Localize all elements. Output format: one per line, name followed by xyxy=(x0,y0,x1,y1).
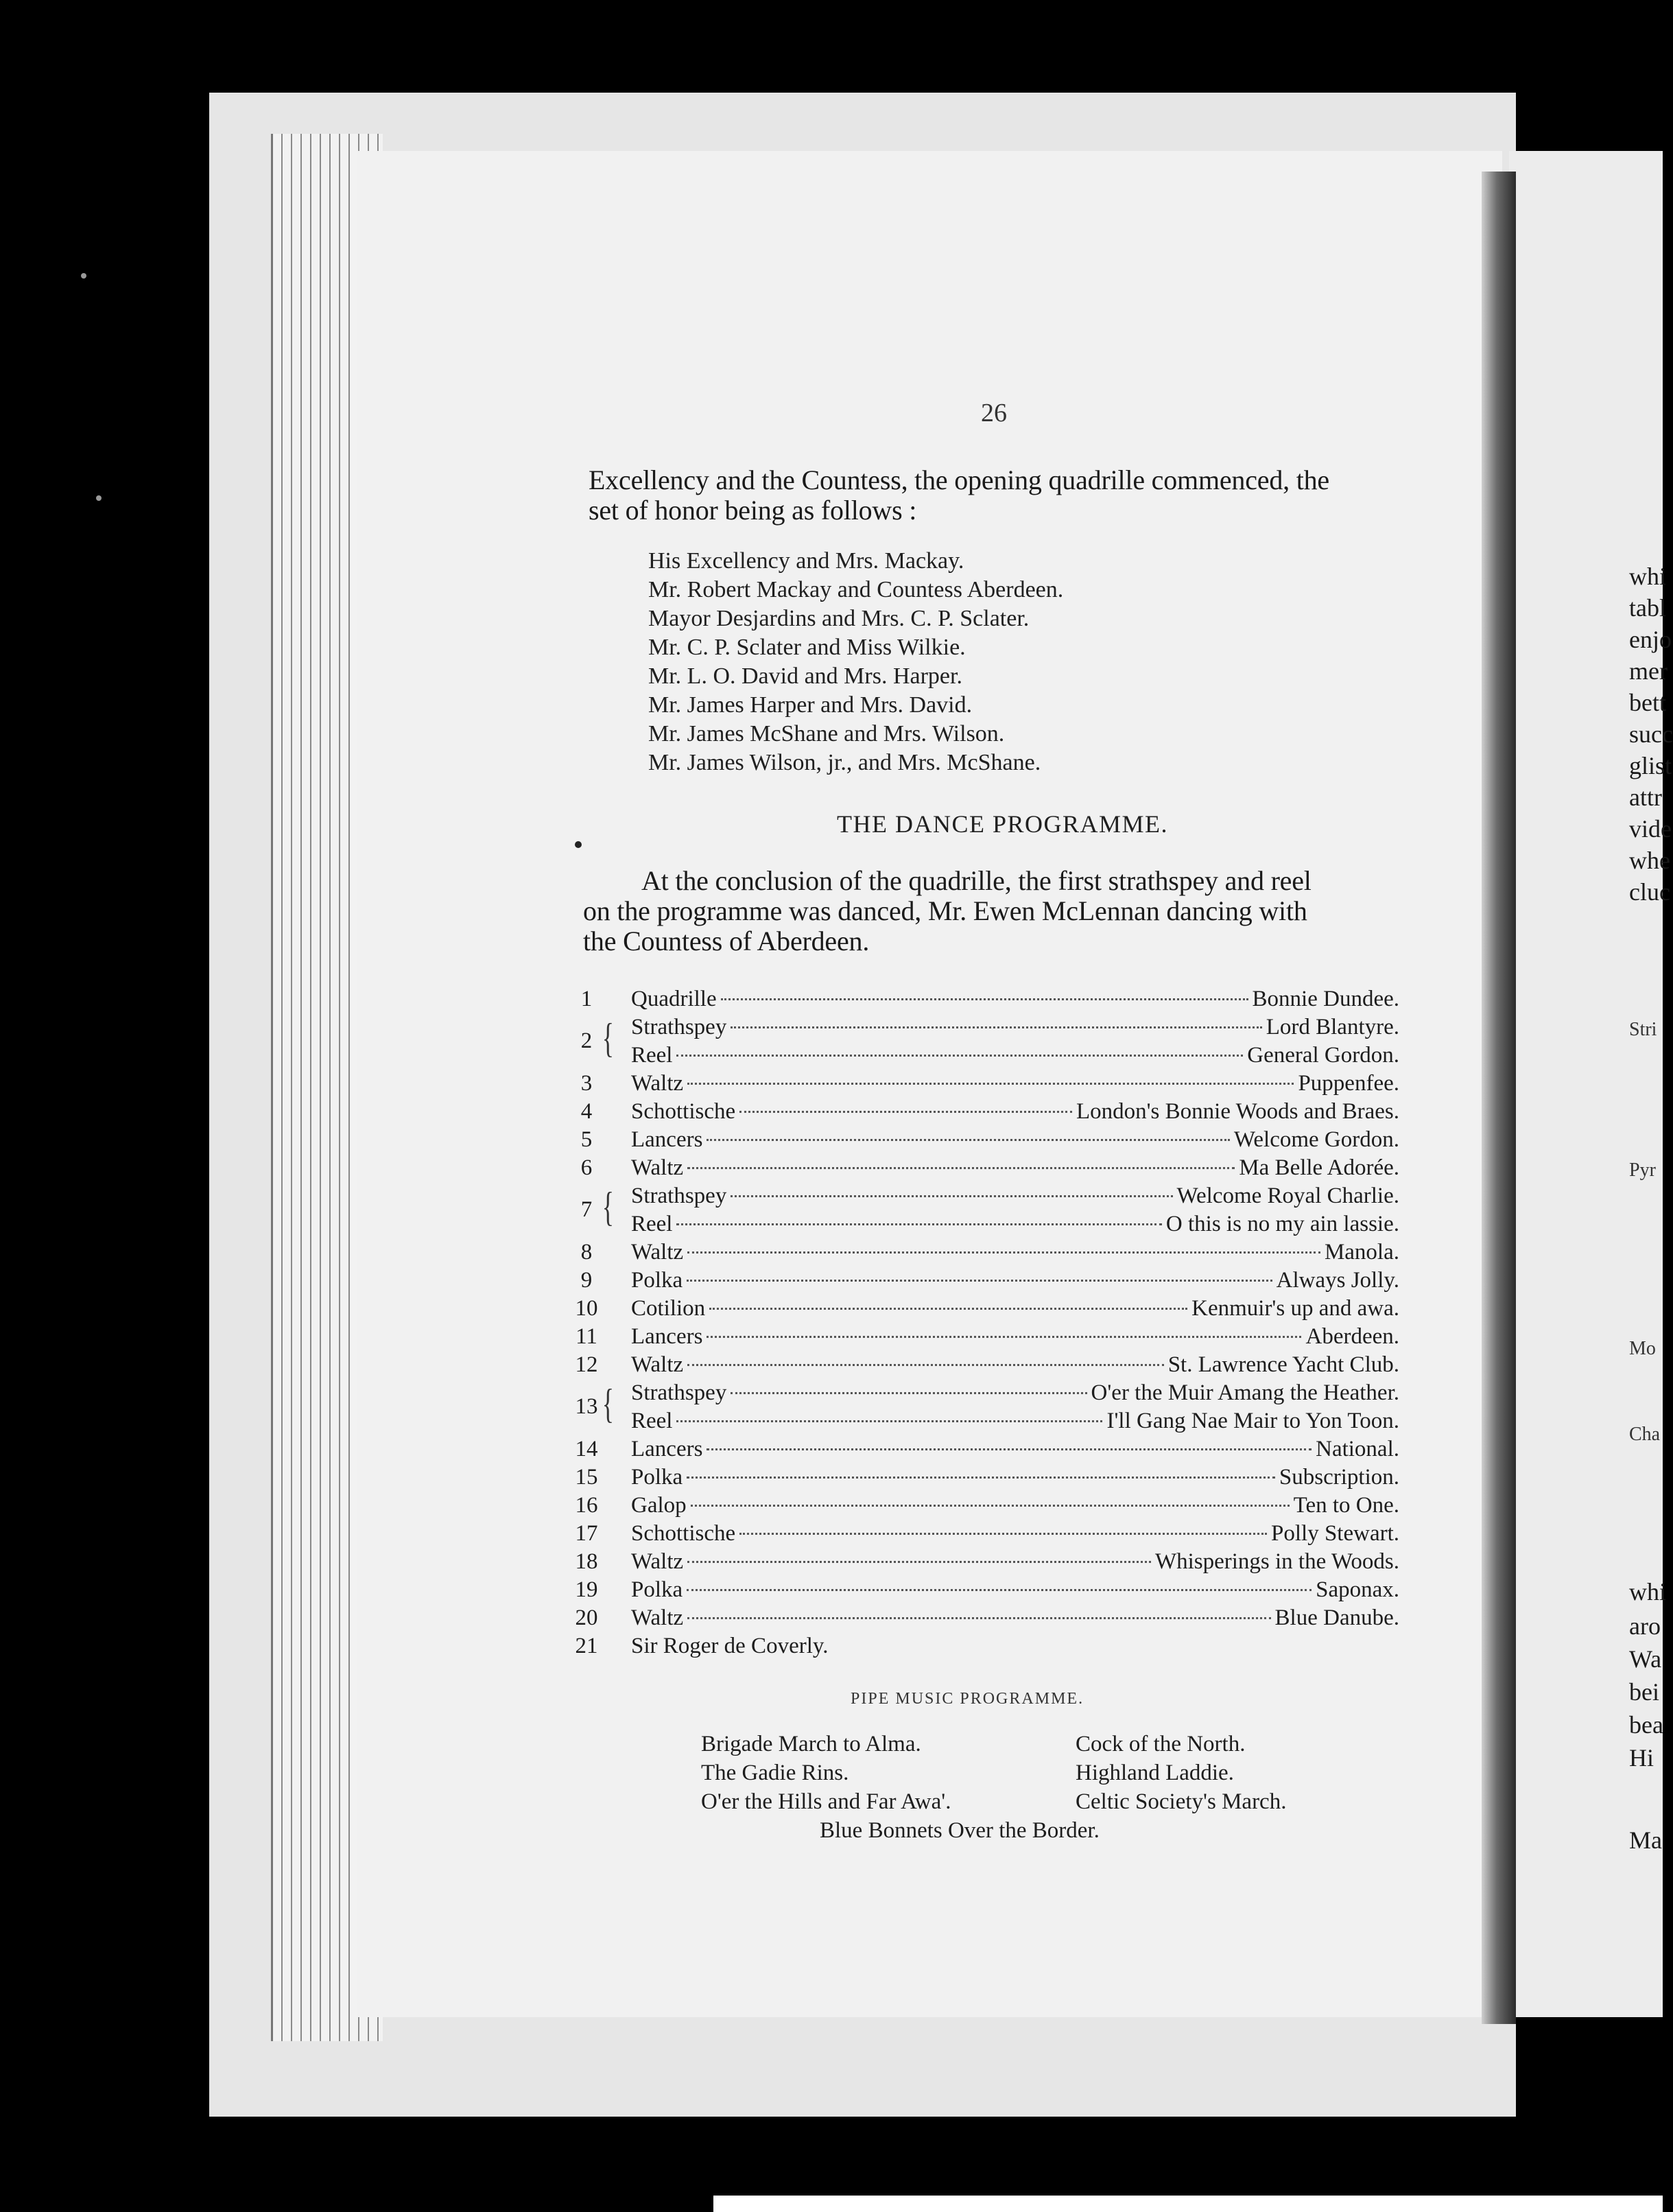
programme-tune: Lord Blantyre. xyxy=(1266,1015,1399,1039)
programme-row xyxy=(569,1548,1399,1575)
programme-row xyxy=(569,1098,1399,1125)
right-page-fragment: bei xyxy=(1629,1678,1659,1706)
programme-row xyxy=(569,1042,1399,1069)
programme-row xyxy=(569,1407,1399,1435)
programme-number: 16 xyxy=(575,1493,598,1518)
programme-number: 1 xyxy=(580,987,593,1011)
programme-leader-dots xyxy=(676,1055,1243,1057)
programme-tune: General Gordon. xyxy=(1247,1043,1399,1068)
programme-dance: Reel xyxy=(631,1409,673,1433)
programme-tune: National. xyxy=(1316,1437,1399,1461)
programme-leader-dots xyxy=(731,1026,1261,1028)
pipe-tune-right: Cock of the North. xyxy=(1076,1732,1246,1756)
programme-row xyxy=(569,1267,1399,1294)
pipe-tune-right: Highland Laddie. xyxy=(1076,1761,1234,1785)
right-page-label: Mo xyxy=(1629,1338,1656,1359)
programme-pair-number: 7 xyxy=(580,1197,593,1222)
programme-leader-dots xyxy=(687,1167,1235,1169)
programme-leader-dots xyxy=(687,1589,1312,1591)
programme-leader-dots xyxy=(687,1617,1270,1619)
programme-tune: Saponax. xyxy=(1316,1577,1399,1602)
bottom-strip xyxy=(713,2196,1663,2212)
right-page-fragment: bea xyxy=(1629,1711,1663,1739)
programme-tune: St. Lawrence Yacht Club. xyxy=(1167,1352,1399,1377)
right-page-fragment: enjo xyxy=(1629,626,1672,653)
programme-leader-dots xyxy=(739,1533,1267,1535)
programme-dance: Strathspey xyxy=(631,1184,727,1208)
pipe-tune-left: O'er the Hills and Far Awa'. xyxy=(701,1789,951,1814)
right-page-fragment: vide xyxy=(1629,815,1672,843)
programme-leader-dots xyxy=(709,1308,1187,1310)
programme-dance: Strathspey xyxy=(631,1015,727,1039)
set-of-honor-item: His Excellency and Mrs. Mackay. xyxy=(648,548,964,574)
programme-number: 19 xyxy=(575,1577,598,1602)
dance-para-line-2: on the programme was danced, Mr. Ewen McLennan dancing with xyxy=(583,895,1307,926)
programme-leader-dots xyxy=(731,1392,1087,1394)
programme-number: 4 xyxy=(580,1099,593,1124)
pair-brace: { xyxy=(602,1381,615,1426)
programme-leader-dots xyxy=(687,1251,1320,1254)
programme-number: 8 xyxy=(580,1240,593,1264)
set-of-honor-item: Mr. James McShane and Mrs. Wilson. xyxy=(648,721,1005,746)
programme-number: 15 xyxy=(575,1465,598,1490)
dance-para-line-1: At the conclusion of the quadrille, the first strathspey and reel xyxy=(641,865,1312,896)
programme-row xyxy=(569,1154,1399,1181)
right-page-fragment: whe xyxy=(1629,847,1670,874)
programme-row xyxy=(569,1604,1399,1632)
programme-leader-dots xyxy=(687,1083,1294,1085)
right-page-fragment: whi xyxy=(1629,563,1666,590)
pair-brace: { xyxy=(602,1184,615,1229)
intro-line-2: set of honor being as follows : xyxy=(589,495,917,526)
programme-leader-dots xyxy=(707,1336,1301,1338)
speck xyxy=(96,495,102,501)
programme-row xyxy=(569,1323,1399,1350)
programme-row xyxy=(569,1576,1399,1603)
programme-leader-dots xyxy=(687,1476,1275,1479)
programme-row xyxy=(569,1492,1399,1519)
programme-leader-dots xyxy=(707,1448,1312,1450)
programme-leader-dots xyxy=(707,1139,1229,1141)
programme-tune: Puppenfee. xyxy=(1298,1071,1399,1096)
programme-tune: Ma Belle Adorée. xyxy=(1239,1155,1399,1180)
programme-number: 20 xyxy=(575,1605,598,1630)
programme-row xyxy=(569,1295,1399,1322)
dance-programme-heading: THE DANCE PROGRAMME. xyxy=(837,810,1169,838)
book-gutter xyxy=(1482,172,1516,2024)
right-page-fragment: mer xyxy=(1629,657,1668,685)
programme-tune: Whisperings in the Woods. xyxy=(1154,1549,1399,1574)
programme-dance: Lancers xyxy=(631,1324,703,1349)
programme-dance: Reel xyxy=(631,1043,673,1068)
pipe-music-heading: PIPE MUSIC PROGRAMME. xyxy=(851,1690,1084,1708)
programme-row xyxy=(569,1463,1399,1491)
programme-dance: Waltz xyxy=(631,1605,684,1630)
programme-number: 3 xyxy=(580,1071,593,1096)
pipe-tune-right: Celtic Society's March. xyxy=(1076,1789,1287,1814)
programme-tune: Aberdeen. xyxy=(1305,1324,1399,1349)
right-page-label: Cha xyxy=(1629,1424,1661,1445)
right-page-fragment: bett xyxy=(1629,689,1666,716)
programme-number: 10 xyxy=(575,1296,598,1321)
programme-row xyxy=(569,1632,1399,1660)
programme-row xyxy=(569,1351,1399,1378)
programme-tune: Manola. xyxy=(1324,1240,1399,1264)
right-page-fragment: Hi xyxy=(1629,1744,1654,1772)
programme-row xyxy=(569,1379,1399,1407)
programme-number: 18 xyxy=(575,1549,598,1574)
programme-dance: Cotilion xyxy=(631,1296,706,1321)
programme-number: 11 xyxy=(576,1324,597,1349)
programme-tune: I'll Gang Nae Mair to Yon Toon. xyxy=(1106,1409,1399,1433)
programme-dance: Lancers xyxy=(631,1127,703,1152)
programme-tune: Always Jolly. xyxy=(1276,1268,1399,1293)
programme-number: 14 xyxy=(575,1437,598,1461)
programme-number: 5 xyxy=(580,1127,593,1152)
programme-tune: Ten to One. xyxy=(1293,1493,1399,1518)
programme-dance: Strathspey xyxy=(631,1380,727,1405)
set-of-honor-item: Mr. James Harper and Mrs. David. xyxy=(648,692,973,718)
set-of-honor-item: Mr. Robert Mackay and Countess Aberdeen. xyxy=(648,577,1064,602)
programme-dance: Schottische xyxy=(631,1521,736,1546)
pipe-tune-left: The Gadie Rins. xyxy=(701,1761,849,1785)
set-of-honor-item: Mr. L. O. David and Mrs. Harper. xyxy=(648,663,962,689)
programme-tune: O this is no my ain lassie. xyxy=(1165,1212,1399,1236)
programme-dance: Waltz xyxy=(631,1071,684,1096)
right-page-label: Pyr xyxy=(1629,1160,1656,1181)
programme-dance: Polka xyxy=(631,1268,683,1293)
programme-row xyxy=(569,1070,1399,1097)
right-page-fragment: tabl xyxy=(1629,594,1666,622)
programme-dance: Waltz xyxy=(631,1549,684,1574)
programme-dance: Galop xyxy=(631,1493,687,1518)
programme-dance: Waltz xyxy=(631,1240,684,1264)
programme-row xyxy=(569,1182,1399,1210)
programme-dance: Polka xyxy=(631,1465,683,1490)
right-page-fragment: attr xyxy=(1629,784,1662,811)
programme-dance: Polka xyxy=(631,1577,683,1602)
programme-pair-number: 2 xyxy=(580,1028,593,1053)
right-page-label: Stri xyxy=(1629,1019,1657,1040)
right-page-fragment: succ xyxy=(1629,720,1673,748)
programme-leader-dots xyxy=(721,998,1248,1000)
set-of-honor-item: Mayor Desjardins and Mrs. C. P. Sclater. xyxy=(648,606,1030,631)
programme-leader-dots xyxy=(687,1364,1164,1366)
programme-leader-dots xyxy=(676,1223,1161,1225)
programme-number: 21 xyxy=(575,1634,598,1658)
programme-leader-dots xyxy=(687,1280,1272,1282)
programme-tune: Kenmuir's up and awa. xyxy=(1191,1296,1399,1321)
programme-dance: Waltz xyxy=(631,1352,684,1377)
programme-number: 9 xyxy=(580,1268,593,1293)
programme-number: 12 xyxy=(575,1352,598,1377)
programme-row xyxy=(569,1520,1399,1547)
programme-tune: Bonnie Dundee. xyxy=(1252,987,1399,1011)
programme-tune: Blue Danube. xyxy=(1274,1605,1399,1630)
programme-number: 17 xyxy=(575,1521,598,1546)
programme-tune: Welcome Gordon. xyxy=(1233,1127,1399,1152)
speck xyxy=(81,273,86,279)
programme-row xyxy=(569,1013,1399,1041)
pipe-tune-left: Brigade March to Alma. xyxy=(701,1732,921,1756)
programme-dance: Reel xyxy=(631,1212,673,1236)
right-page-fragment: cluc xyxy=(1629,878,1670,906)
right-page-fragment: Wa xyxy=(1629,1645,1662,1673)
pair-brace: { xyxy=(602,1015,615,1061)
set-of-honor-item: Mr. C. P. Sclater and Miss Wilkie. xyxy=(648,635,966,660)
programme-row xyxy=(569,985,1399,1013)
programme-leader-dots xyxy=(739,1111,1072,1113)
right-page-fragment: whi xyxy=(1629,1578,1666,1605)
programme-row xyxy=(569,1435,1399,1463)
pipe-tune-last: Blue Bonnets Over the Border. xyxy=(820,1818,1100,1843)
programme-tune: Welcome Royal Charlie. xyxy=(1176,1184,1399,1208)
programme-leader-dots xyxy=(676,1420,1102,1422)
programme-dance: Lancers xyxy=(631,1437,703,1461)
programme-tune: O'er the Muir Amang the Heather. xyxy=(1091,1380,1399,1405)
programme-dance: Schottische xyxy=(631,1099,736,1124)
intro-line-1: Excellency and the Countess, the opening quadrille commenced, the xyxy=(589,464,1329,495)
programme-dance: Waltz xyxy=(631,1155,684,1180)
programme-pair-number: 13 xyxy=(575,1394,598,1419)
programme-dance: Quadrille xyxy=(631,987,717,1011)
page-number: 26 xyxy=(981,399,1007,427)
programme-number: 6 xyxy=(580,1155,593,1180)
programme-tune: London's Bonnie Woods and Braes. xyxy=(1076,1099,1399,1124)
programme-leader-dots xyxy=(691,1505,1290,1507)
set-of-honor-item: Mr. James Wilson, jr., and Mrs. McShane. xyxy=(648,750,1041,775)
right-page-fragment: Ma xyxy=(1629,1826,1662,1854)
programme-leader-dots xyxy=(731,1195,1172,1197)
programme-row xyxy=(569,1210,1399,1238)
right-page-fragment: aro xyxy=(1629,1612,1661,1640)
dance-para-line-3: the Countess of Aberdeen. xyxy=(583,926,870,956)
programme-tune: Subscription. xyxy=(1279,1465,1399,1490)
programme-dance: Sir Roger de Coverly. xyxy=(631,1634,829,1658)
right-page-fragment: glist xyxy=(1629,752,1672,779)
programme-row xyxy=(569,1126,1399,1153)
programme-tune: Polly Stewart. xyxy=(1271,1521,1399,1546)
speck xyxy=(575,841,582,848)
programme-row xyxy=(569,1238,1399,1266)
programme-leader-dots xyxy=(687,1561,1151,1563)
